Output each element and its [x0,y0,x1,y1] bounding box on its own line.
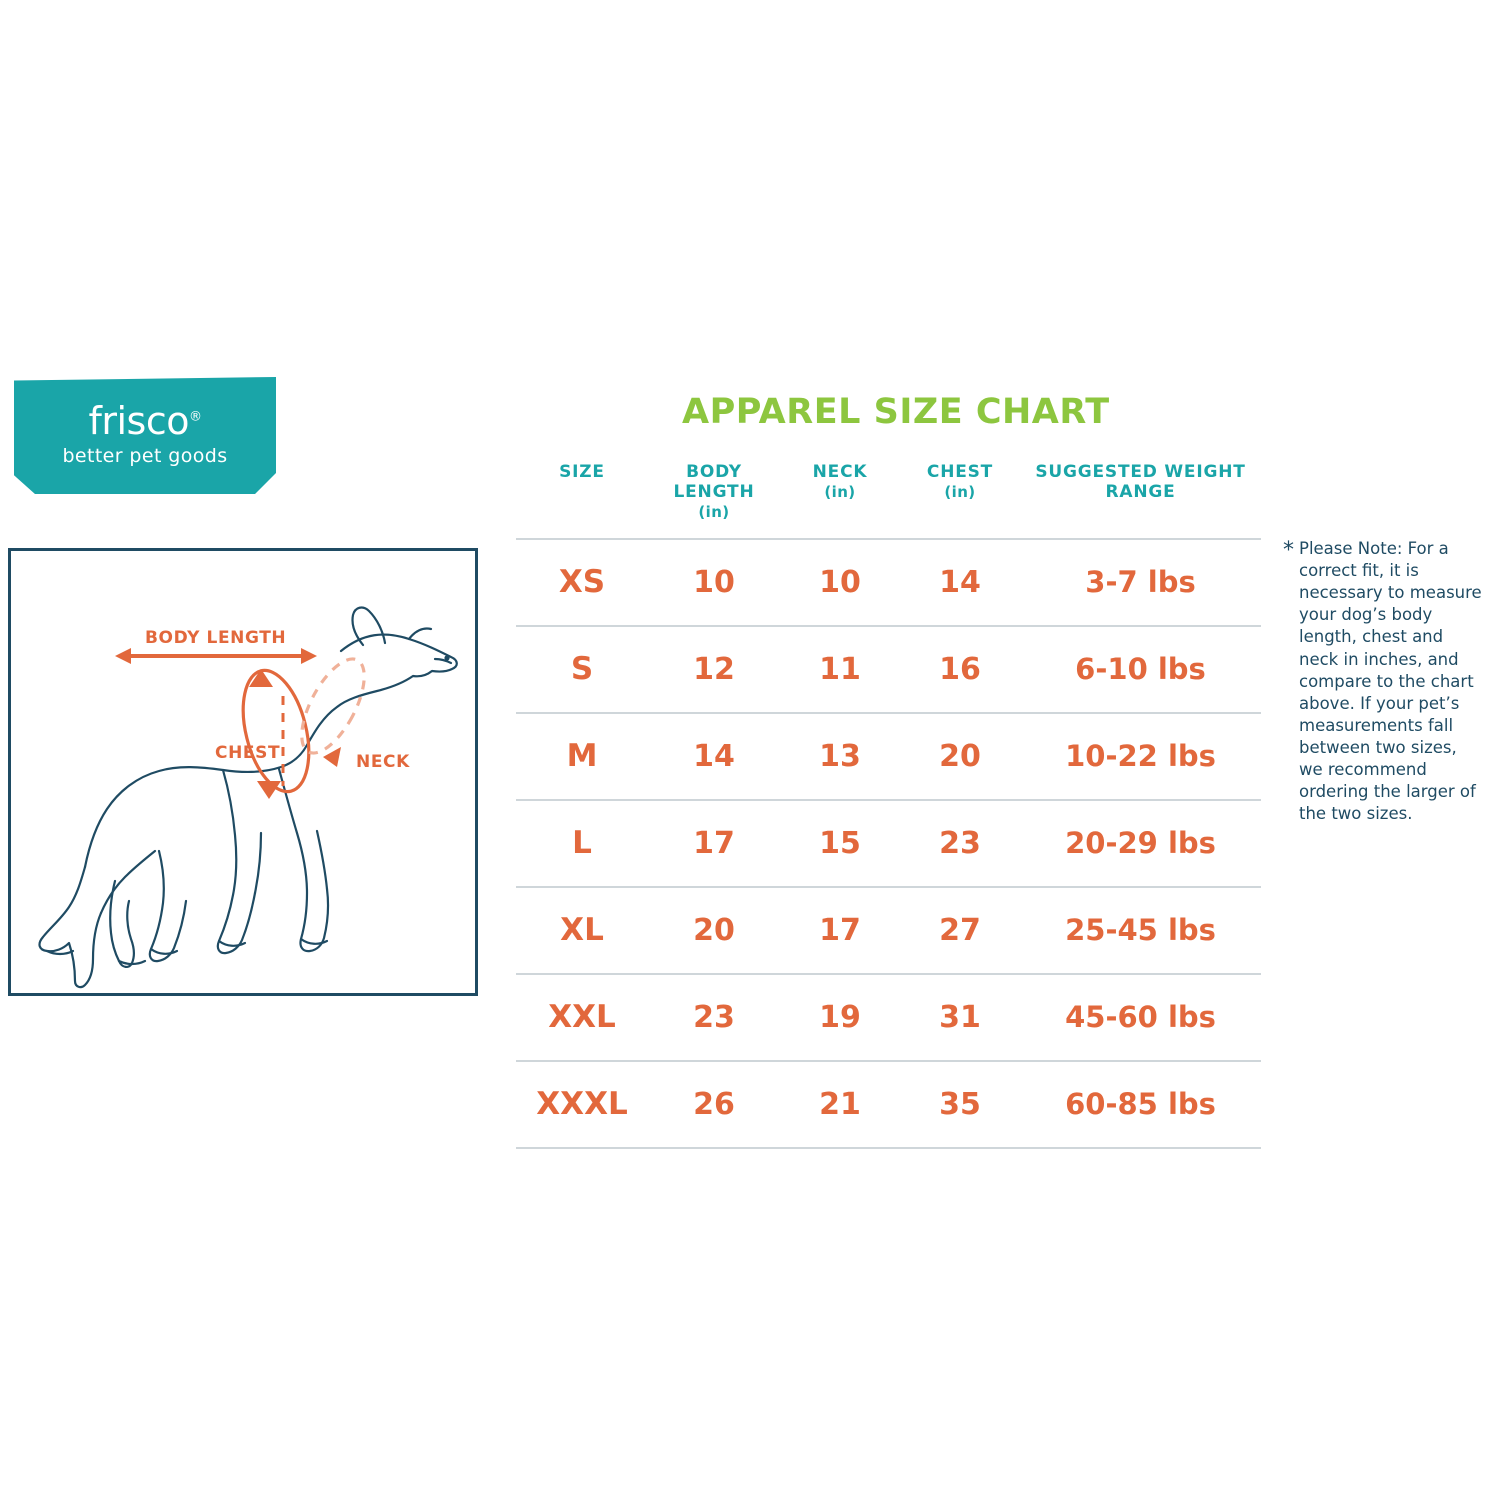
cell-weight: 45-60 lbs [1065,1000,1216,1035]
header-label-weight-range: SUGGESTED WEIGHT RANGE [1035,462,1246,503]
brand-badge [14,377,276,494]
table-row [516,713,1261,800]
cell-body-length: 12 [693,651,735,687]
column-header-size [516,462,648,539]
apparel-size-table [516,462,1261,1149]
header-unit-neck: (in) [824,483,856,502]
brand-tagline: better pet goods [62,445,228,467]
header-unit-body-length: (in) [698,503,730,522]
cell-neck: 21 [819,1086,861,1122]
cell-body-length: 17 [693,825,735,861]
table-row [516,539,1261,626]
cell-size: XXL [548,999,616,1036]
cell-weight: 3-7 lbs [1085,565,1196,600]
cell-neck: 17 [819,912,861,948]
cell-neck: 13 [819,738,861,774]
column-header-weight-range [1020,462,1261,539]
table-row [516,974,1261,1061]
table-row [516,626,1261,713]
cell-weight: 25-45 lbs [1065,913,1216,948]
cell-neck: 19 [819,999,861,1035]
cell-chest: 20 [939,738,981,774]
column-header-neck [780,462,900,539]
asterisk-icon: * [1283,538,1294,563]
cell-neck: 11 [819,651,861,687]
cell-weight: 10-22 lbs [1065,739,1216,774]
label-neck: NECK [356,752,410,772]
cell-size: XS [558,564,606,601]
cell-weight: 60-85 lbs [1065,1087,1216,1122]
header-label-neck: NECK [812,462,868,482]
please-note-block [1283,538,1483,825]
cell-body-length: 14 [693,738,735,774]
cell-size: M [566,738,598,775]
header-label-size: SIZE [559,462,605,482]
cell-body-length: 23 [693,999,735,1035]
cell-size: XL [560,912,604,949]
cell-chest: 16 [939,651,981,687]
cell-chest: 31 [939,999,981,1035]
header-unit-chest: (in) [944,483,976,502]
measurement-diagram [8,548,478,996]
brand-name: frisco [88,399,189,443]
column-header-chest [900,462,1020,539]
cell-size: S [570,651,594,688]
dog-outline-illustration [11,551,475,993]
header-label-body-length: BODY LENGTH [673,462,755,503]
cell-body-length: 20 [693,912,735,948]
cell-body-length: 10 [693,564,735,600]
table-row [516,1061,1261,1148]
cell-weight: 20-29 lbs [1065,826,1216,861]
registered-mark: ® [189,409,202,425]
table-body [516,539,1261,1148]
table-header-row [516,462,1261,539]
cell-chest: 14 [939,564,981,600]
page-title: APPAREL SIZE CHART [682,392,1110,432]
brand-wordmark [14,399,276,443]
table-row [516,887,1261,974]
cell-weight: 6-10 lbs [1075,652,1206,687]
label-chest: CHEST [215,743,281,763]
table-header [516,462,1261,539]
cell-neck: 15 [819,825,861,861]
column-header-body-length [648,462,780,539]
cell-chest: 23 [939,825,981,861]
label-body-length: BODY LENGTH [145,628,287,648]
cell-body-length: 26 [693,1086,735,1122]
header-label-chest: CHEST [926,462,994,482]
note-text: Please Note: For a correct fit, it is necessary to measure your dog’s body length, chest and neck in inches, and compare to the chart above. If your pet’s measurements fall between two sizes, we recommend ordering the larger of the two sizes. [1299,539,1482,824]
cell-chest: 35 [939,1086,981,1122]
cell-neck: 10 [819,564,861,600]
cell-size: XXXL [536,1086,628,1123]
cell-size: L [572,825,592,862]
cell-chest: 27 [939,912,981,948]
table-row [516,800,1261,887]
